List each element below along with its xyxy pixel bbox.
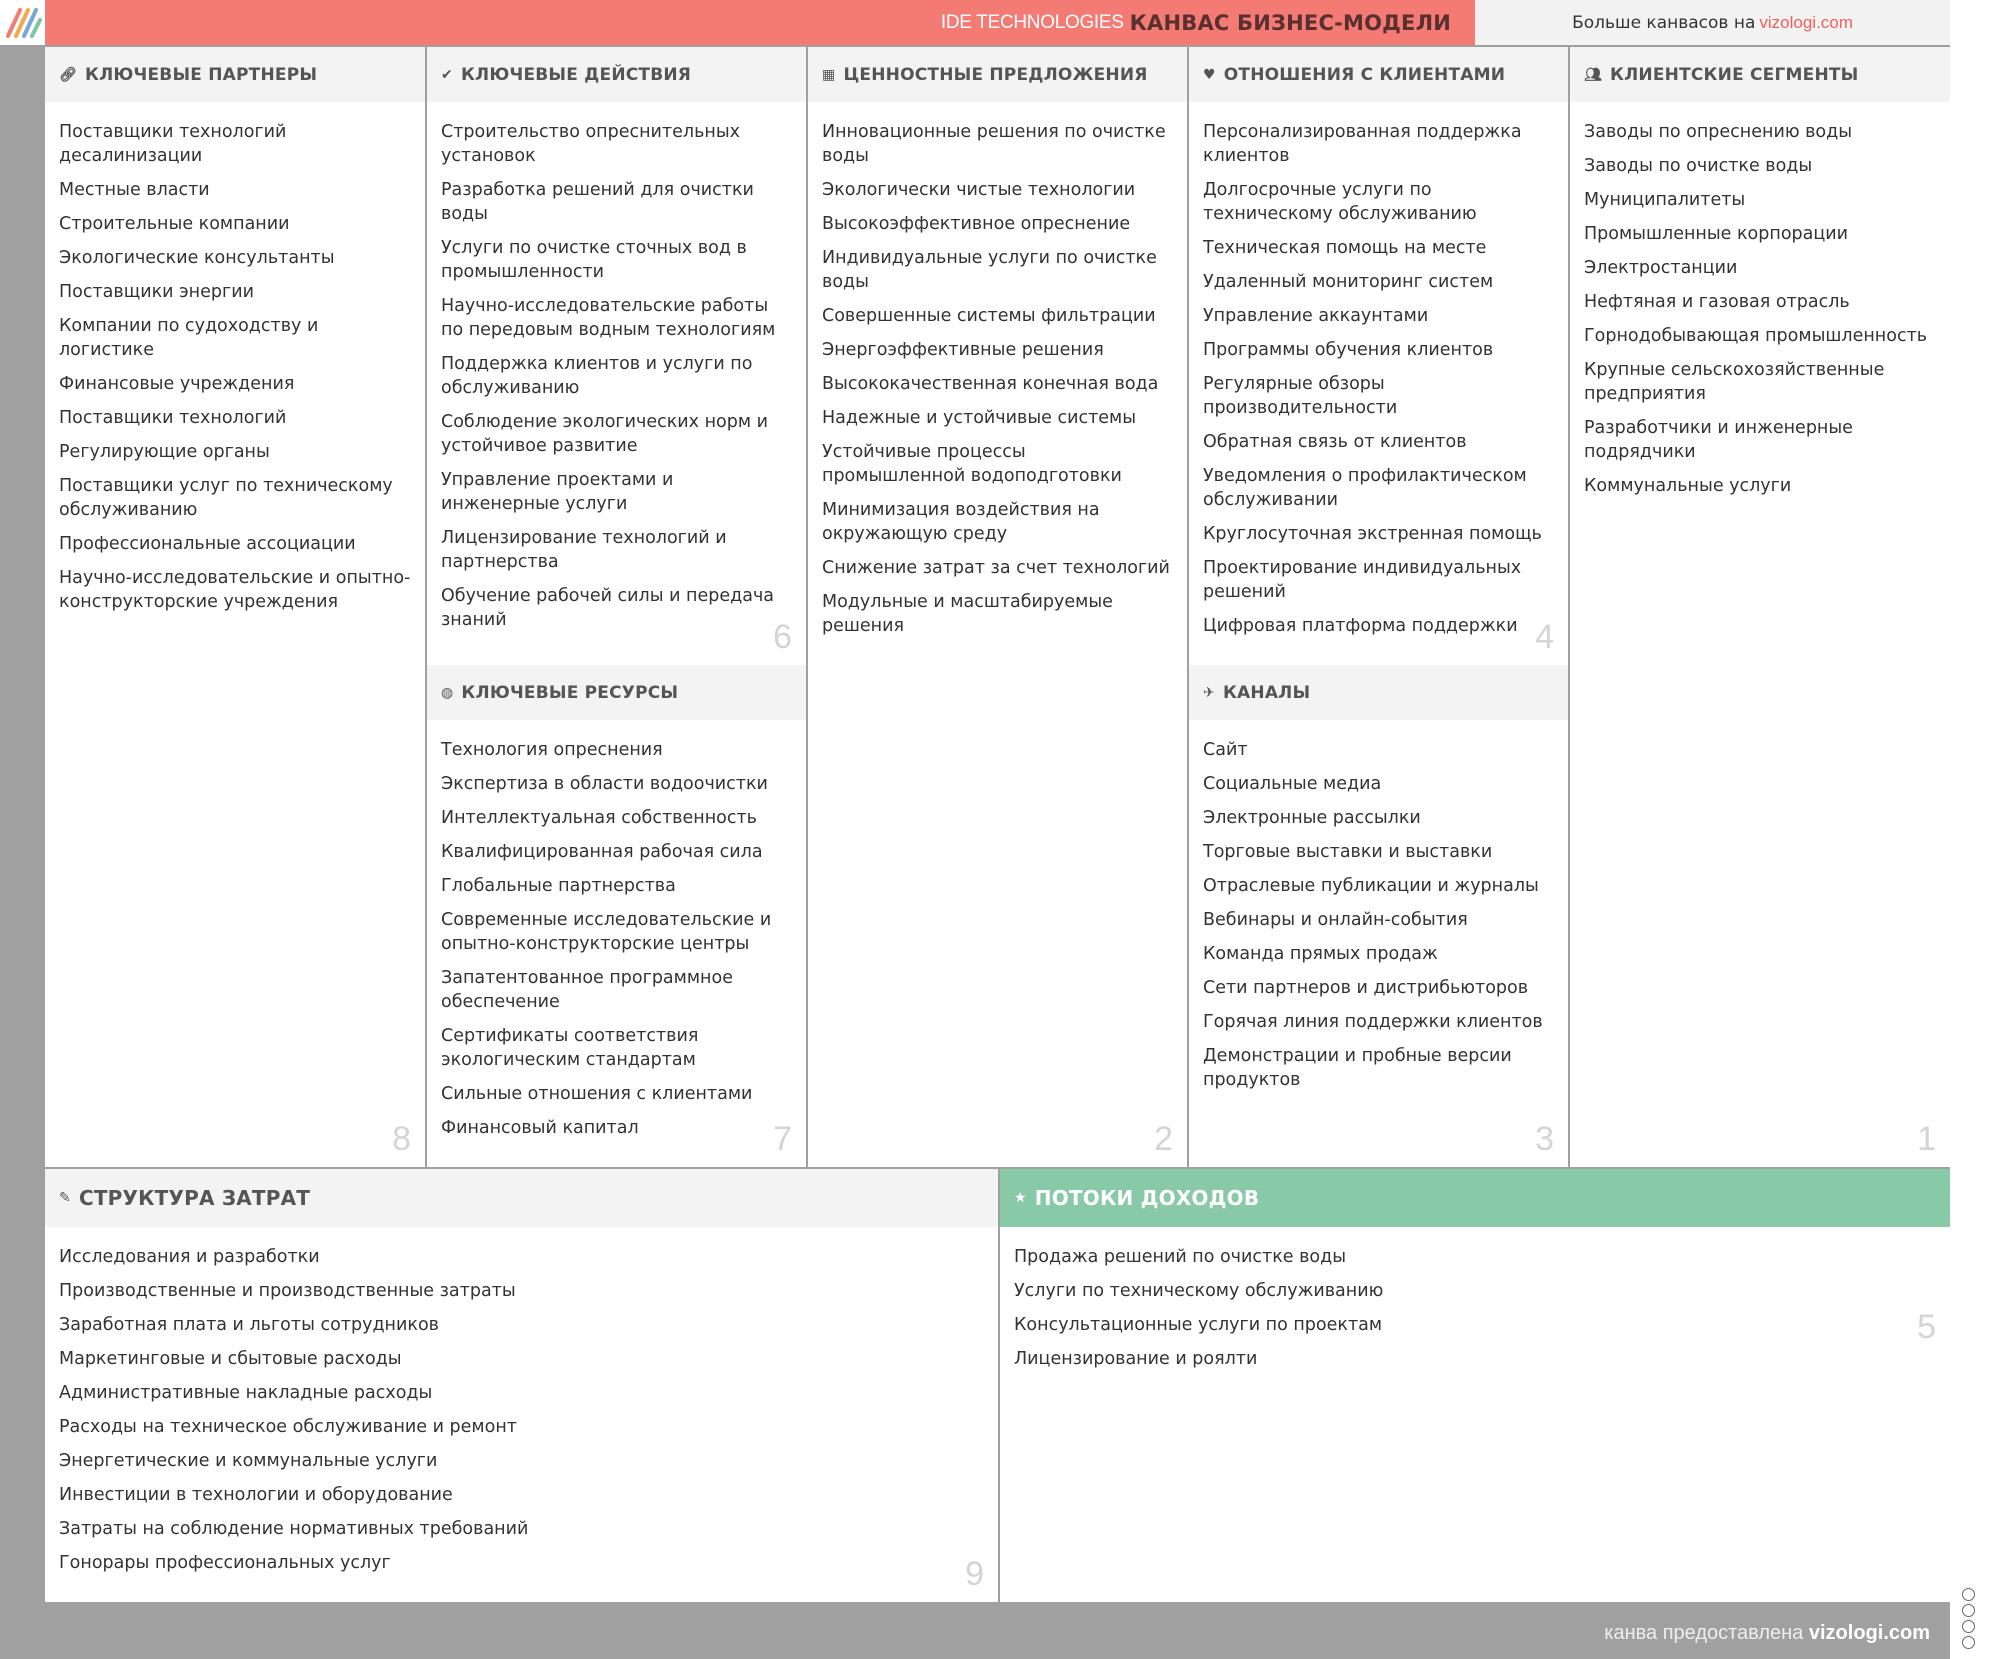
promo-link[interactable]: vizologi.com <box>1759 12 1853 32</box>
list-item: Заработная плата и льготы сотрудников <box>59 1315 439 1335</box>
credit-text: канва предоставлена <box>1604 1622 1804 1644</box>
list-item: Поставщики технологий <box>59 408 287 428</box>
revenue-streams-block <box>1000 1169 1950 1602</box>
promo-text: Больше канвасов на <box>1572 12 1756 33</box>
list-item: Глобальные партнерства <box>441 876 676 896</box>
list-item: Научно-исследовательские и опытно-конструкторские учреждения <box>59 568 411 612</box>
list-item: Заводы по опреснению воды <box>1584 122 1853 142</box>
list-item: Вебинары и онлайн-события <box>1203 910 1468 930</box>
customer-relationships-header: ♥ ОТНОШЕНИЯ С КЛИЕНТАМИ <box>1189 47 1568 102</box>
list-item: Экологически чистые технологии <box>822 180 1136 200</box>
block-number: 4 <box>1535 618 1554 656</box>
customer-segments-header: 👥︎ КЛИЕНТСКИЕ СЕГМЕНТЫ <box>1570 47 1950 102</box>
list-item: Совершенные системы фильтрации <box>822 306 1156 326</box>
list-item: Соблюдение экологических норм и устойчивое развитие <box>441 412 768 456</box>
list-item: Поставщики технологий десалинизации <box>59 122 287 166</box>
list-item: Управление проектами и инженерные услуги <box>441 470 674 514</box>
list-item: Гонорары профессиональных услуг <box>59 1553 391 1573</box>
customer-relationships-block <box>1189 47 1568 665</box>
list-item: Финансовый капитал <box>441 1118 639 1138</box>
list-item: Профессиональные ассоциации <box>59 534 356 554</box>
customer-segments-block <box>1570 47 1950 1167</box>
list-item: Услуги по техническому обслуживанию <box>1014 1281 1384 1301</box>
list-item: Снижение затрат за счет технологий <box>822 558 1170 578</box>
list-item: Местные власти <box>59 180 210 200</box>
list-item: Продажа решений по очистке воды <box>1014 1247 1347 1267</box>
customer-segments-list <box>1570 102 1950 498</box>
list-item: Техническая помощь на месте <box>1203 238 1487 258</box>
key-partners-header: 🔗︎ КЛЮЧЕВЫЕ ПАРТНЕРЫ <box>45 47 425 102</box>
list-item: Поставщики услуг по техническому обслуживанию <box>59 476 393 520</box>
list-item: Коммунальные услуги <box>1584 476 1792 496</box>
plane-icon: ✈ <box>1203 684 1215 701</box>
list-item: Маркетинговые и сбытовые расходы <box>59 1349 402 1369</box>
list-item: Управление аккаунтами <box>1203 306 1429 326</box>
list-item: Нефтяная и газовая отрасль <box>1584 292 1850 312</box>
license-strip <box>1950 0 2000 1659</box>
block-number: 7 <box>773 1120 792 1158</box>
list-item: Инновационные решения по очистке воды <box>822 122 1166 166</box>
list-item: Строительные компании <box>59 214 290 234</box>
key-partners-list <box>45 102 425 614</box>
channels-block <box>1189 665 1568 1167</box>
list-item: Технология опреснения <box>441 740 663 760</box>
list-item: Минимизация воздействия на окружающую среду <box>822 500 1100 544</box>
channels-list <box>1189 720 1568 1092</box>
block-number: 8 <box>392 1120 411 1158</box>
license-icons <box>1962 1588 1975 1649</box>
list-item: Компании по судоходству и логистике <box>59 316 319 360</box>
list-item: Круглосуточная экстренная помощь <box>1203 524 1542 544</box>
logo-icon <box>0 0 45 45</box>
list-item: Регулярные обзоры производительности <box>1203 374 1398 418</box>
list-item: Сети партнеров и дистрибьюторов <box>1203 978 1529 998</box>
list-item: Обучение рабочей силы и передача знаний <box>441 586 775 630</box>
list-item: Уведомления о профилактическом обслуживании <box>1203 466 1527 510</box>
list-item: Индивидуальные услуги по очистке воды <box>822 248 1157 292</box>
nc-icon <box>1962 1636 1975 1649</box>
list-item: Интеллектуальная собственность <box>441 808 757 828</box>
tag-icon: ✎ <box>59 1190 71 1206</box>
list-item: Торговые выставки и выставки <box>1203 842 1493 862</box>
list-item: Удаленный мониторинг систем <box>1203 272 1494 292</box>
star-icon: ★ <box>1014 1190 1027 1206</box>
block-number: 9 <box>965 1555 984 1593</box>
channels-header: ✈ КАНАЛЫ <box>1189 665 1568 720</box>
list-item: Устойчивые процессы промышленной водоподготовки <box>822 442 1122 486</box>
key-activities-list <box>427 102 806 632</box>
list-item: Поддержка клиентов и услуги по обслуживанию <box>441 354 753 398</box>
cost-structure-header: ✎ СТРУКТУРА ЗАТРАТ <box>45 1169 998 1227</box>
check-icon: ✔ <box>441 66 453 83</box>
list-item: Промышленные корпорации <box>1584 224 1849 244</box>
by-icon <box>1962 1604 1975 1617</box>
canvas-title: КАНВАС БИЗНЕС-МОДЕЛИ <box>1129 10 1451 35</box>
footer-credit <box>1604 1622 1930 1645</box>
list-item: Поставщики энергии <box>59 282 254 302</box>
list-item: Крупные сельскохозяйственные предприятия <box>1584 360 1885 404</box>
list-item: Запатентованное программное обеспечение <box>441 968 733 1012</box>
key-resources-block <box>427 665 806 1167</box>
list-item: Социальные медиа <box>1203 774 1382 794</box>
key-activities-block <box>427 47 806 665</box>
revenue-streams-list <box>1000 1227 1950 1371</box>
list-item: Современные исследовательские и опытно-конструкторские центры <box>441 910 772 954</box>
block-number: 5 <box>1917 1308 1936 1346</box>
list-item: Персонализированная поддержка клиентов <box>1203 122 1522 166</box>
key-activities-header: ✔ КЛЮЧЕВЫЕ ДЕЙСТВИЯ <box>427 47 806 102</box>
cost-structure-block <box>45 1169 998 1602</box>
list-item: Высокоэффективное опреснение <box>822 214 1131 234</box>
list-item: Модульные и масштабируемые решения <box>822 592 1113 636</box>
key-resources-header: ◍ КЛЮЧЕВЫЕ РЕСУРСЫ <box>427 665 806 720</box>
value-propositions-header: ▦ ЦЕННОСТНЫЕ ПРЕДЛОЖЕНИЯ <box>808 47 1187 102</box>
list-item: Лицензирование технологий и партнерства <box>441 528 727 572</box>
list-item: Административные накладные расходы <box>59 1383 433 1403</box>
link-icon: 🔗︎ <box>59 66 77 83</box>
list-item: Расходы на техническое обслуживание и ремонт <box>59 1417 517 1437</box>
list-item: Сайт <box>1203 740 1248 760</box>
value-propositions-block <box>808 47 1187 1167</box>
block-number: 6 <box>773 618 792 656</box>
promo-bar <box>1475 0 1950 45</box>
list-item: Регулирующие органы <box>59 442 270 462</box>
people-icon: 👥︎ <box>1584 66 1602 83</box>
list-item: Услуги по очистке сточных вод в промышленности <box>441 238 747 282</box>
company-name: IDE TECHNOLOGIES <box>940 11 1124 33</box>
list-item: Муниципалитеты <box>1584 190 1746 210</box>
block-number: 3 <box>1535 1120 1554 1158</box>
block-number: 1 <box>1917 1120 1936 1158</box>
list-item: Сертификаты соответствия экологическим стандартам <box>441 1026 699 1070</box>
list-item: Энергетические и коммунальные услуги <box>59 1451 438 1471</box>
list-item: Лицензирование и роялти <box>1014 1349 1258 1369</box>
list-item: Разработка решений для очистки воды <box>441 180 754 224</box>
canvas-header <box>45 0 1475 45</box>
list-item: Долгосрочные услуги по техническому обслуживанию <box>1203 180 1477 224</box>
list-item: Квалифицированная рабочая сила <box>441 842 763 862</box>
list-item: Высококачественная конечная вода <box>822 374 1159 394</box>
list-item: Строительство опреснительных установок <box>441 122 740 166</box>
heart-icon: ♥ <box>1203 66 1216 83</box>
list-item: Горнодобывающая промышленность <box>1584 326 1928 346</box>
list-item: Цифровая платформа поддержки <box>1203 616 1518 636</box>
revenue-streams-header: ★ ПОТОКИ ДОХОДОВ <box>1000 1169 1950 1227</box>
cc-icon <box>1962 1588 1975 1601</box>
list-item: Сильные отношения с клиентами <box>441 1084 753 1104</box>
list-item: Надежные и устойчивые системы <box>822 408 1137 428</box>
vizologi-logo[interactable] <box>0 0 45 45</box>
list-item: Проектирование индивидуальных решений <box>1203 558 1522 602</box>
gift-icon: ▦ <box>822 66 836 83</box>
list-item: Производственные и производственные затраты <box>59 1281 516 1301</box>
list-item: Научно-исследовательские работы по передовым водным технологиям <box>441 296 776 340</box>
list-item: Заводы по очистке воды <box>1584 156 1813 176</box>
list-item: Команда прямых продаж <box>1203 944 1438 964</box>
list-item: Экологические консультанты <box>59 248 335 268</box>
list-item: Инвестиции в технологии и оборудование <box>59 1485 453 1505</box>
list-item: Отраслевые публикации и журналы <box>1203 876 1539 896</box>
list-item: Энергоэффективные решения <box>822 340 1104 360</box>
cost-structure-list <box>45 1227 998 1575</box>
globe-icon: ◍ <box>441 684 454 701</box>
list-item: Электростанции <box>1584 258 1738 278</box>
list-item: Программы обучения клиентов <box>1203 340 1494 360</box>
list-item: Исследования и разработки <box>59 1247 320 1267</box>
sa-icon <box>1962 1620 1975 1633</box>
block-number: 2 <box>1154 1120 1173 1158</box>
key-resources-list <box>427 720 806 1140</box>
list-item: Разработчики и инженерные подрядчики <box>1584 418 1853 462</box>
list-item: Обратная связь от клиентов <box>1203 432 1467 452</box>
list-item: Финансовые учреждения <box>59 374 295 394</box>
list-item: Консультационные услуги по проектам <box>1014 1315 1383 1335</box>
list-item: Горячая линия поддержки клиентов <box>1203 1012 1543 1032</box>
key-partners-block <box>45 47 425 1167</box>
customer-relationships-list <box>1189 102 1568 638</box>
list-item: Экспертиза в области водоочистки <box>441 774 768 794</box>
list-item: Затраты на соблюдение нормативных требований <box>59 1519 529 1539</box>
credit-link[interactable]: vizologi.com <box>1808 1622 1930 1644</box>
list-item: Демонстрации и пробные версии продуктов <box>1203 1046 1512 1090</box>
list-item: Электронные рассылки <box>1203 808 1421 828</box>
value-propositions-list <box>808 102 1187 638</box>
